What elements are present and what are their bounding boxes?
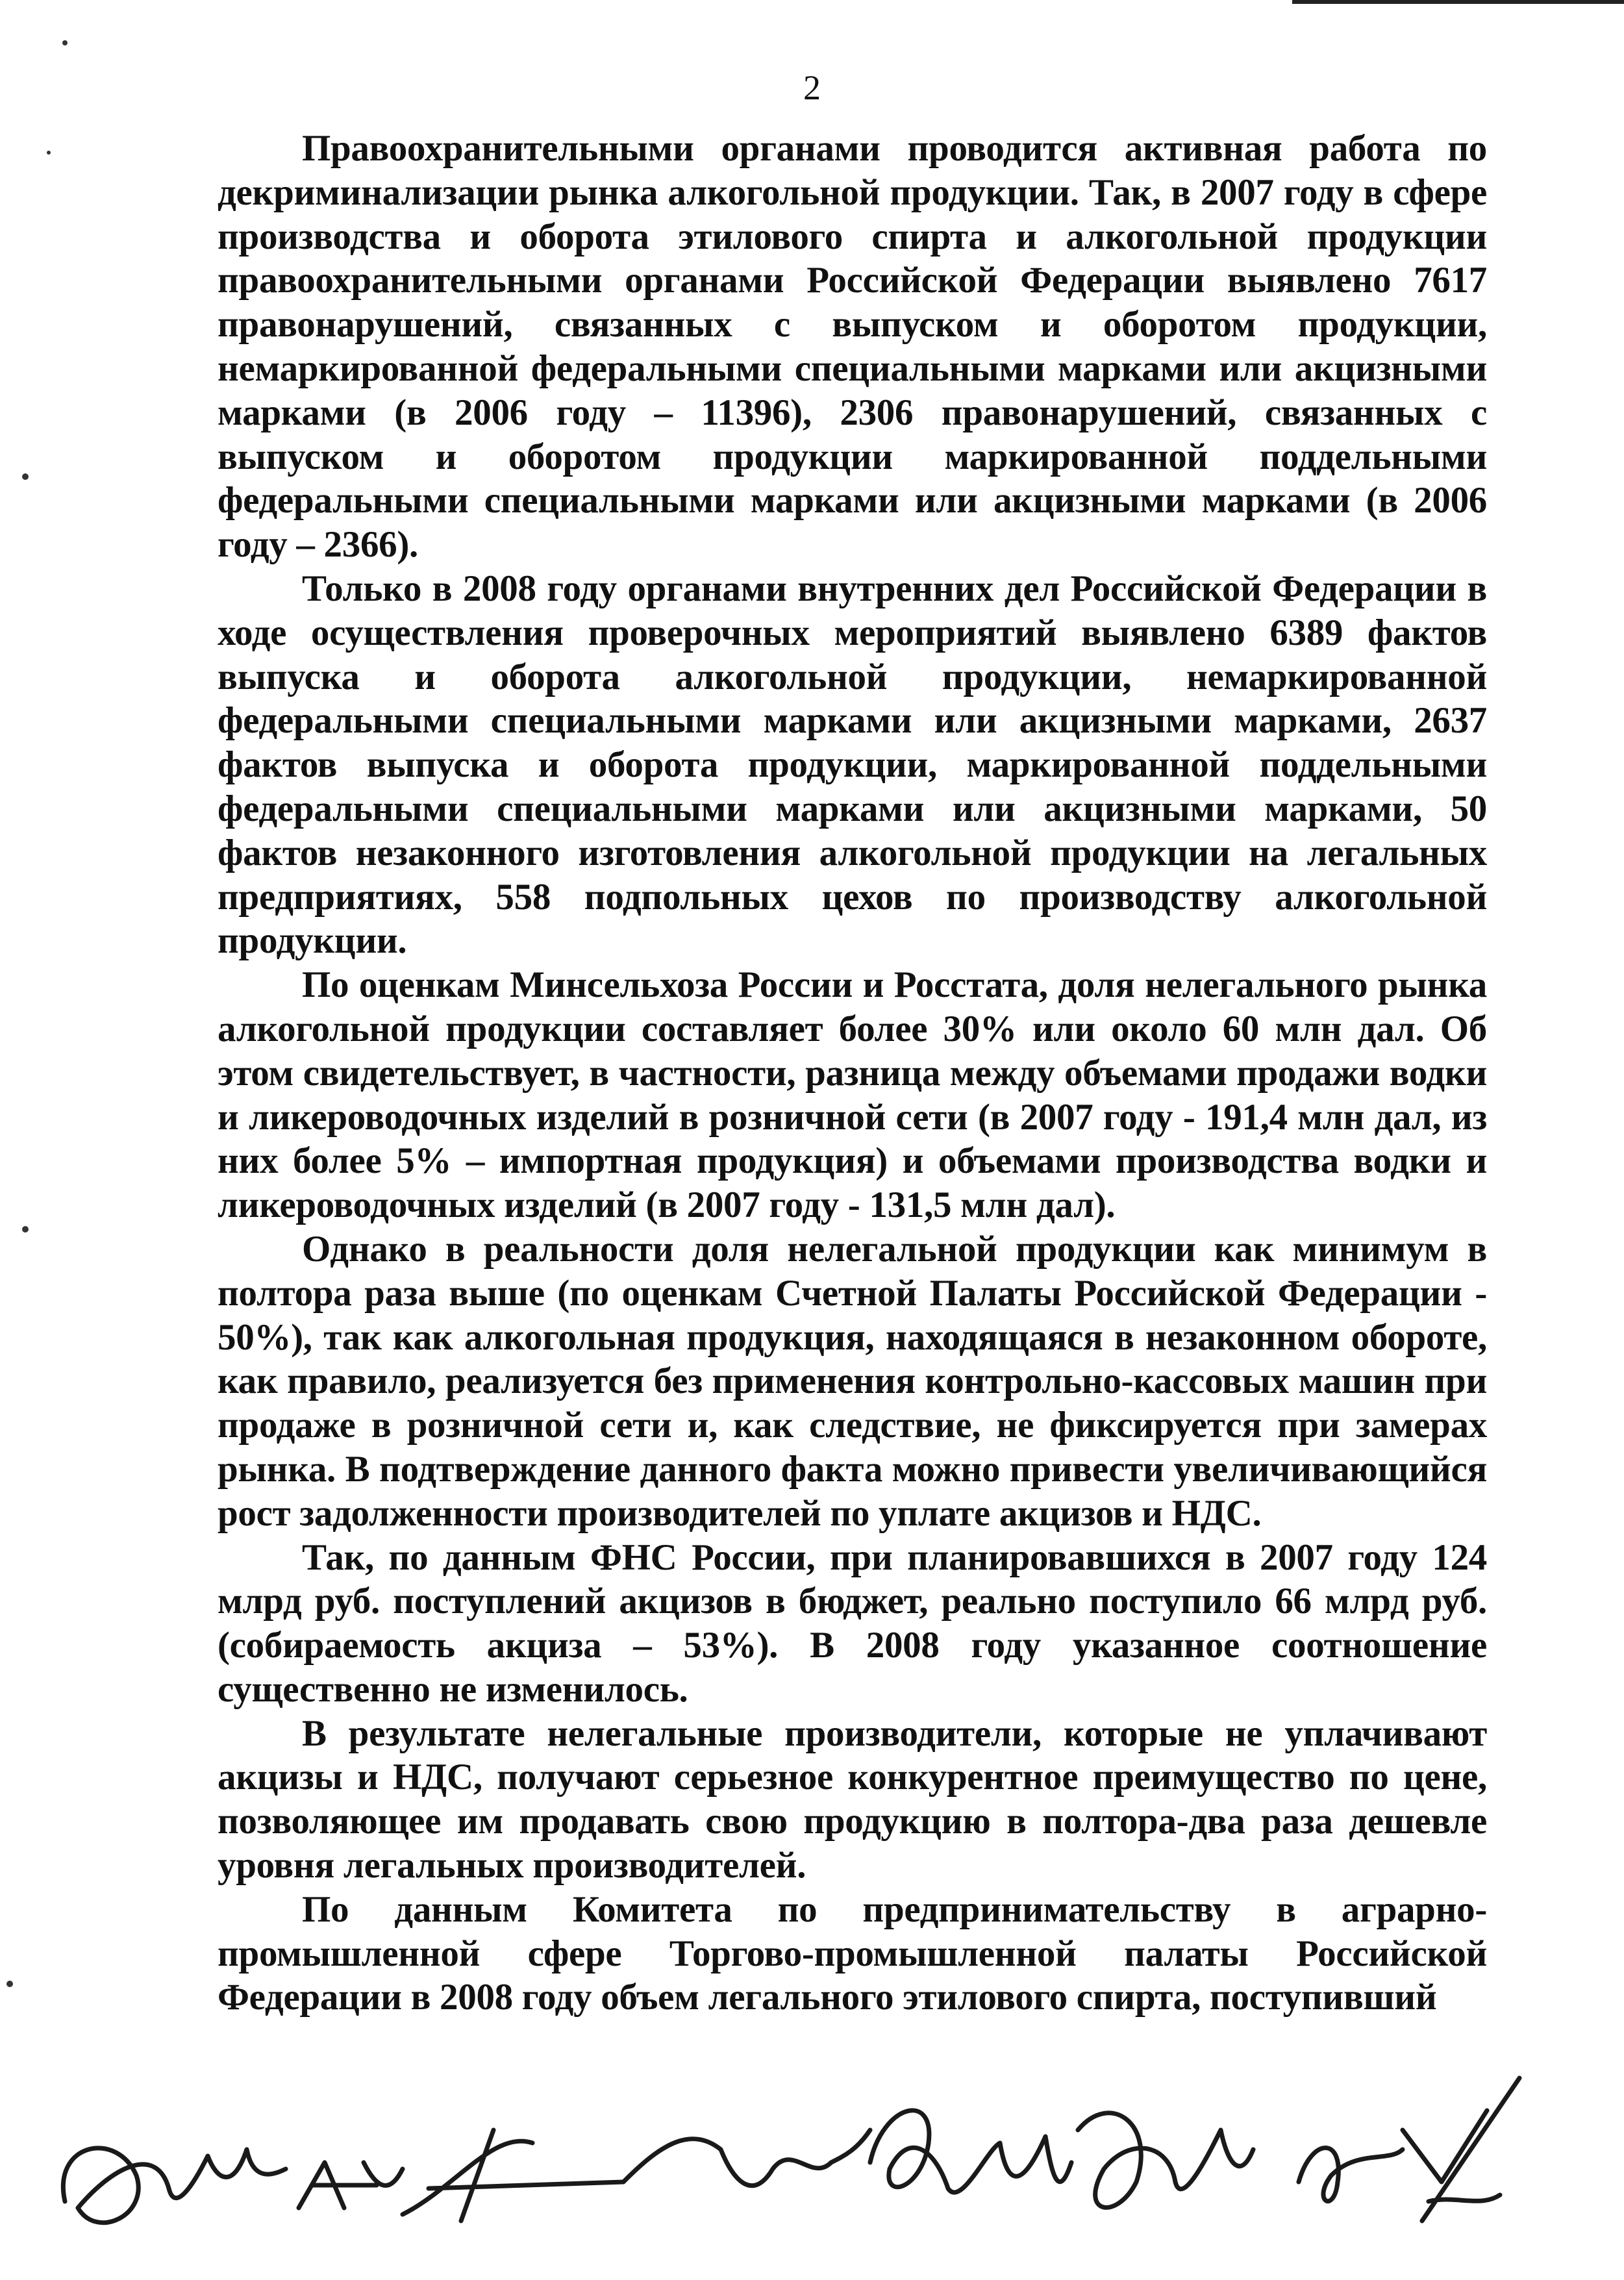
paragraph: Однако в реальности доля нелегальной продукции как минимум в полтора раза выше (по оценкам Счетной Палаты Российской Федерации - 50%), так как алкогольная продукция, находящаяся в незаконном обороте, как правило, реализуется без применения контрольно-кассовых машин при продаже в розничной сети и, как следствие, не фиксируется при замерах рынка. В подтверждение данного факта можно привести увеличивающийся рост задолженности производителей по уплате акцизов и НДС. xyxy=(218,1228,1487,1534)
paragraph: Так, по данным ФНС России, при планировавшихся в 2007 году 124 млрд руб. поступлений акцизов в бюджет, реально поступило 66 млрд руб. (собираемость акциза – 53%). В 2008 году указанное соотношение существенно не изменилось. xyxy=(218,1536,1487,1710)
signatures xyxy=(39,2052,1565,2266)
paragraph: В результате нелегальные производители, которые не уплачивают акцизы и НДС, получают серьезное конкурентное преимущество по цене, позволяющее им продавать свою продукцию в полтора-два раза дешевле уровня легальных производителей. xyxy=(218,1712,1487,1886)
signature xyxy=(870,2111,1071,2192)
paragraph: По оценкам Минсельхоза России и Росстата, доля нелегального рынка алкогольной продукции составляет более 30% или около 60 млн дал. Об этом свидетельствует, в частности, разница между объемами продажи водки и ликероводочных изделий в розничной сети (в 2007 году - 191,4 млн дал, из них более 5% – импортная продукция) и объемами производства водки и ликероводочных изделий (в 2007 году - 131,5 млн дал). xyxy=(218,964,1487,1226)
scan-speck xyxy=(6,1981,13,1987)
scan-speck xyxy=(22,1226,29,1233)
paragraph: Только в 2008 году органами внутренних дел Российской Федерации в ходе осуществления проверочных мероприятий выявлено 6389 фактов выпуска и оборота алкогольной продукции, немаркированной федеральными специальными марками или акцизными марками, 2637 фактов выпуска и оборота продукции, маркированной поддельными федеральными специальными марками или акцизными марками, 50 фактов незаконного изготовления алкогольной продукции на легальных предприятиях, 558 подпольных цехов по производству алкогольной продукции. xyxy=(218,568,1487,962)
signature xyxy=(63,2148,286,2223)
document-body xyxy=(218,127,1487,2020)
signature xyxy=(1299,2078,1519,2221)
scan-speck xyxy=(22,473,29,480)
scan-speck xyxy=(62,40,68,45)
scan-edge-line xyxy=(1292,0,1624,4)
scan-speck xyxy=(47,151,51,155)
signature xyxy=(403,2130,870,2221)
paragraph: Правоохранительными органами проводится активная работа по декриминализации рынка алкогольной продукции. Так, в 2007 году в сфере производства и оборота этилового спирта и алкогольной продукции правоохранительными органами Российской Федерации выявлено 7617 правонарушений, связанных с выпуском и оборотом продукции, немаркированной федеральными специальными марками или акцизными марками (в 2006 году – 11396), 2306 правонарушений, связанных с выпуском и оборотом продукции маркированной поддельными федеральными специальными марками или акцизными марками (в 2006 году – 2366). xyxy=(218,128,1487,566)
page-number: 2 xyxy=(803,68,821,107)
signature xyxy=(299,2162,403,2208)
paragraph: По данным Комитета по предпринимательству в аграрно-промышленной сфере Торгово-промышленной палаты Российской Федерации в 2008 году объем легального этилового спирта, поступивший xyxy=(218,1888,1487,2018)
signature xyxy=(1078,2113,1253,2208)
